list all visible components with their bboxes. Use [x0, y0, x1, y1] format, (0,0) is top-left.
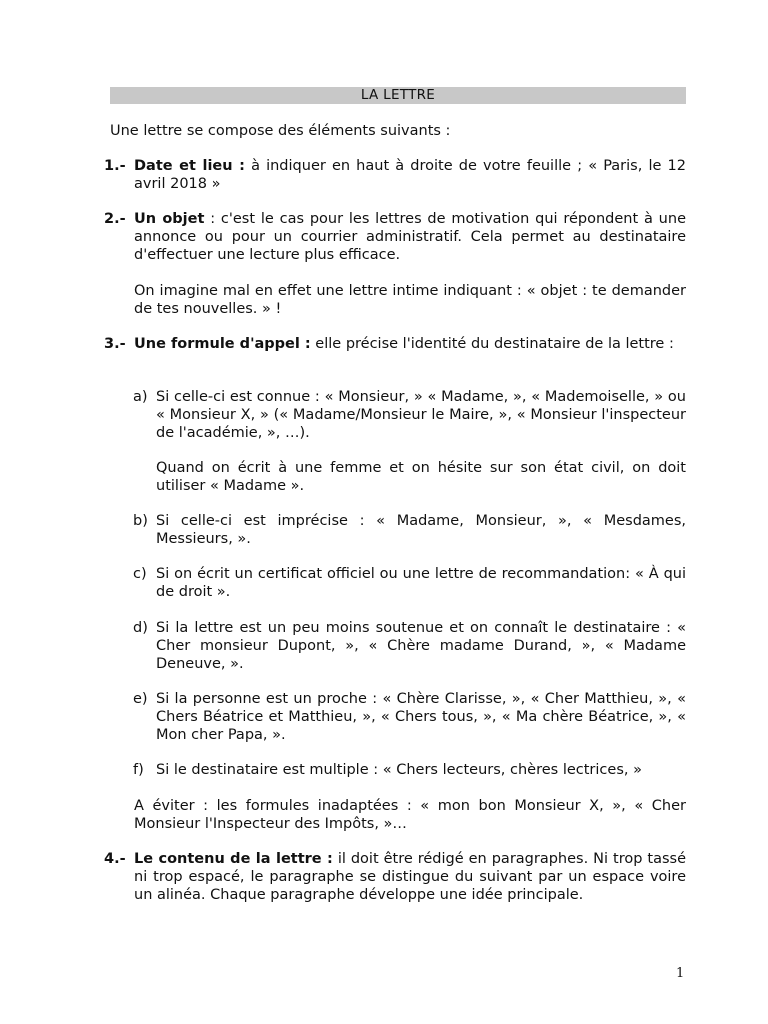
list-item-note	[156, 459, 686, 495]
section-contenu	[104, 850, 686, 904]
section-heading: Une formule d'appel :	[134, 336, 311, 352]
list-item-label: c)	[133, 566, 147, 582]
section-number: 1.-	[104, 158, 126, 174]
list-item-e	[133, 690, 686, 744]
list-item-label: b)	[133, 513, 148, 529]
list-item-text: Si celle-ci est imprécise : « Madame, Monsieur, », « Mesdames, Messieurs, ».	[156, 513, 686, 547]
section-heading: Le contenu de la lettre :	[134, 851, 333, 867]
list-item-b	[133, 512, 686, 548]
list-item-label: d)	[133, 620, 148, 636]
list-item-text: Si celle-ci est connue : « Monsieur, » « Madame, », « Mademoiselle, » ou « Monsieur X, » (« Madame/Monsieur le Maire, », « Monsieur l'inspecteur de l'académie, », …).	[156, 389, 686, 441]
list-item-c	[133, 565, 686, 601]
page-title: LA LETTRE	[110, 87, 686, 104]
section-number: 4.-	[104, 851, 126, 867]
list-item-f	[133, 761, 686, 779]
list-item-text: Si la personne est un proche : « Chère Clarisse, », « Cher Matthieu, », « Chers Béatrice et Matthieu, », « Chers tous, », « Ma chère Béatrice, », « Mon cher Papa, ».	[156, 691, 686, 743]
avoid-paragraph: A éviter : les formules inadaptées : « mon bon Monsieur X, », « Cher Monsieur l'Inspecteur des Impôts, »…	[134, 798, 686, 832]
list-item-text: Quand on écrit à une femme et on hésite sur son état civil, on doit utiliser « Madame ».	[156, 460, 686, 494]
list-item-label: a)	[133, 389, 148, 405]
list-item-text: Si on écrit un certificat officiel ou une lettre de recommandation: « À qui de droit ».	[156, 566, 686, 600]
list-item-text: Si le destinataire est multiple : « Chers lecteurs, chères lectrices, »	[156, 762, 642, 778]
intro-text: Une lettre se compose des éléments suivants :	[110, 123, 451, 139]
list-item-label: e)	[133, 691, 148, 707]
section-objet-paragraph: On imagine mal en effet une lettre intime indiquant : « objet : te demander de tes nouvelles. » !	[134, 283, 686, 317]
section-heading: Date et lieu :	[134, 158, 245, 174]
section-text: elle précise l'identité du destinataire de la lettre :	[310, 336, 674, 352]
section-date-lieu	[104, 157, 686, 193]
section-text: : c'est le cas pour les lettres de motivation qui répondent à une annonce ou pour un courrier administratif. Cela permet au destinataire d'effectuer une lecture plus efficace.	[134, 211, 686, 263]
list-item-text: Si la lettre est un peu moins soutenue et on connaît le destinataire : « Cher monsieur Dupont, », « Chère madame Durand, », « Madame Deneuve, ».	[156, 620, 686, 672]
list-item-d	[133, 619, 686, 673]
section-formule-appel	[104, 335, 686, 353]
section-text: à indiquer en haut à droite de votre feuille ; « Paris, le 12 avril 2018 »	[134, 158, 686, 192]
list-item-a	[133, 388, 686, 442]
section-text: il doit être rédigé en paragraphes. Ni trop tassé ni trop espacé, le paragraphe se distingue du suivant par un espace voire un alinéa. Chaque paragraphe développe une idée principale.	[134, 851, 686, 903]
section-heading: Un objet	[134, 211, 205, 227]
list-item-label: f)	[133, 762, 144, 778]
section-number: 2.-	[104, 211, 126, 227]
section-objet	[104, 210, 686, 264]
page-number: 1	[676, 966, 685, 981]
section-number: 3.-	[104, 336, 126, 352]
